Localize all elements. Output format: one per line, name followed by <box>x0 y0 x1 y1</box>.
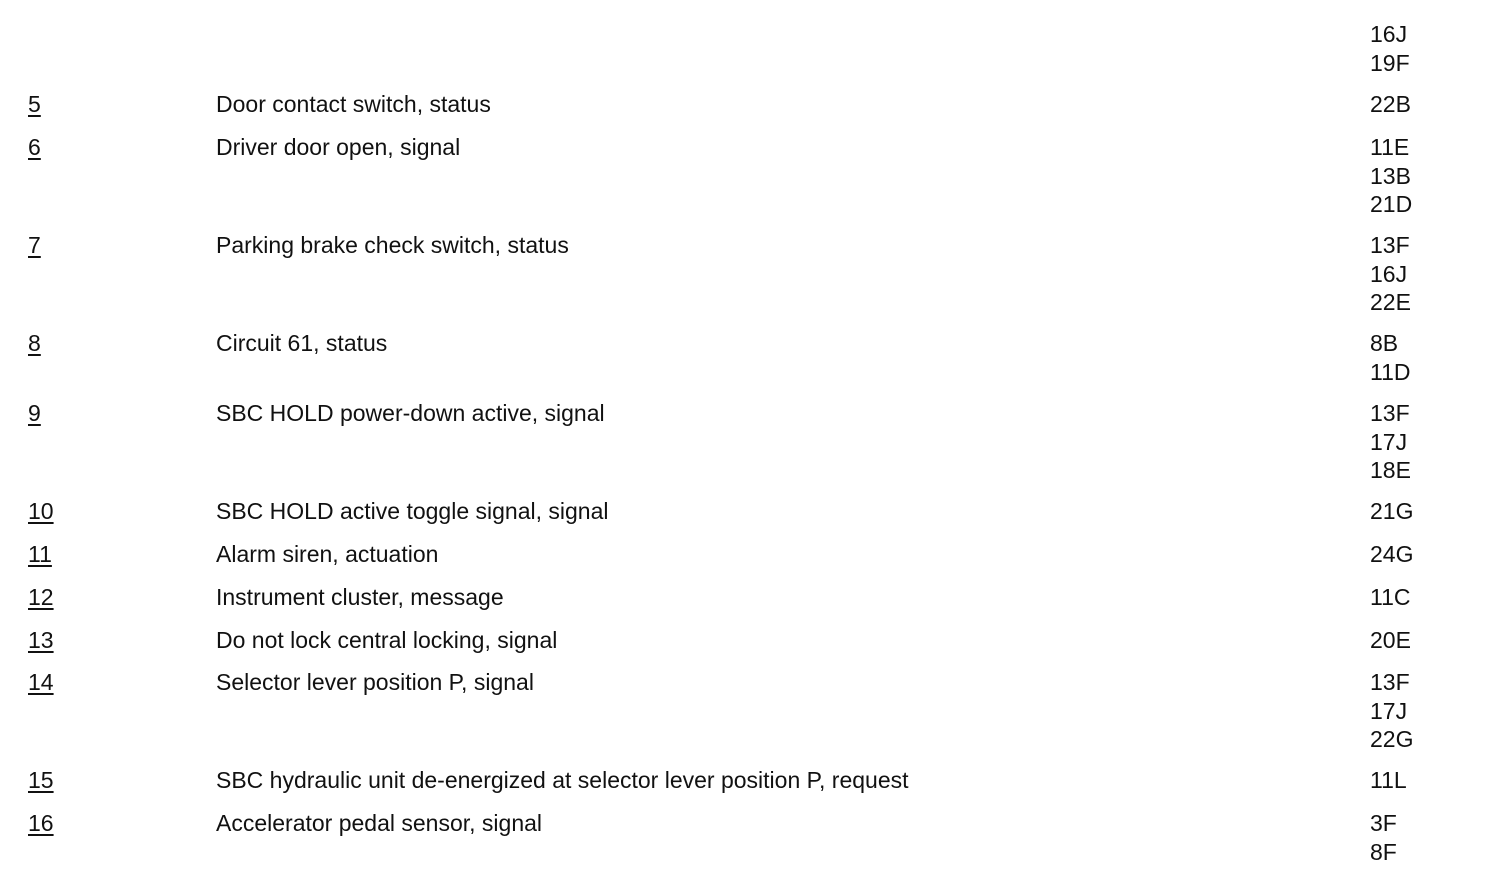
entry-number-link[interactable]: 7 <box>28 232 41 258</box>
entry-description: Instrument cluster, message <box>216 584 504 610</box>
ref-link[interactable]: 24G <box>1370 541 1414 567</box>
ref-link[interactable]: 13B <box>1370 162 1411 189</box>
ref-link[interactable]: 13F <box>1370 232 1410 258</box>
ref-link[interactable]: 17J <box>1370 428 1408 455</box>
entry-number-link[interactable]: 12 <box>28 584 54 610</box>
entry-description: Selector lever position P, signal <box>216 669 534 695</box>
ref-link[interactable]: 8F <box>1370 838 1397 865</box>
ref-link[interactable]: 16J <box>1370 260 1408 287</box>
ref-link[interactable]: 8B <box>1370 330 1399 356</box>
ref-link[interactable]: 3F <box>1370 810 1397 836</box>
entry-number-link[interactable]: 10 <box>28 498 54 524</box>
ref-link[interactable]: 21G <box>1370 498 1414 524</box>
entry-refs <box>1370 583 1411 612</box>
continued-refs <box>1370 20 1410 77</box>
ref-link[interactable]: 20E <box>1370 627 1411 653</box>
ref-link[interactable]: 11D <box>1370 358 1411 385</box>
ref-link[interactable]: 11C <box>1370 584 1411 610</box>
entry-description: Driver door open, signal <box>216 134 461 160</box>
entry-description: Parking brake check switch, status <box>216 232 569 258</box>
ref-link[interactable]: 16J <box>1370 21 1408 47</box>
entry-description: Do not lock central locking, signal <box>216 627 558 653</box>
ref-link[interactable]: 18E <box>1370 457 1411 483</box>
entry-number-link[interactable]: 6 <box>28 134 41 160</box>
ref-link[interactable]: 21D <box>1370 191 1413 217</box>
entry-refs <box>1370 90 1411 119</box>
entry-number-link[interactable]: 5 <box>28 91 41 117</box>
entry-number-link[interactable]: 13 <box>28 627 54 653</box>
ref-link[interactable]: 17J <box>1370 697 1408 724</box>
ref-link[interactable]: 13F <box>1370 400 1410 426</box>
ref-link[interactable]: 22G <box>1370 726 1414 752</box>
ref-link[interactable]: 11E <box>1370 134 1410 160</box>
entry-refs <box>1370 540 1413 569</box>
entry-refs <box>1370 231 1411 317</box>
entry-description: SBC HOLD power-down active, signal <box>216 400 605 426</box>
entry-description: Door contact switch, status <box>216 91 491 117</box>
entry-description: Accelerator pedal sensor, signal <box>216 810 543 836</box>
entry-refs <box>1370 668 1413 754</box>
ref-link[interactable]: 22B <box>1370 91 1411 117</box>
entry-description: Alarm siren, actuation <box>216 541 439 567</box>
entry-description: SBC HOLD active toggle signal, signal <box>216 498 609 524</box>
entry-number-link[interactable]: 11 <box>28 541 52 567</box>
entry-refs <box>1370 133 1412 219</box>
ref-link[interactable]: 13F <box>1370 669 1410 695</box>
entry-number-link[interactable]: 9 <box>28 400 41 426</box>
entry-number-link[interactable]: 16 <box>28 810 54 836</box>
entry-description: Circuit 61, status <box>216 330 388 356</box>
entry-refs <box>1370 809 1397 866</box>
ref-link[interactable]: 19F <box>1370 49 1410 76</box>
ref-link[interactable]: 11L <box>1370 767 1407 793</box>
entry-number-link[interactable]: 8 <box>28 330 41 356</box>
entry-refs <box>1370 329 1411 386</box>
entry-refs <box>1370 497 1413 526</box>
entry-refs <box>1370 399 1411 485</box>
entry-number-link[interactable]: 15 <box>28 767 54 793</box>
entry-refs <box>1370 626 1411 655</box>
entry-description: SBC hydraulic unit de-energized at selector lever position P, request <box>216 767 909 793</box>
entry-refs <box>1370 766 1407 795</box>
ref-link[interactable]: 22E <box>1370 289 1411 315</box>
entry-number-link[interactable]: 14 <box>28 669 54 695</box>
